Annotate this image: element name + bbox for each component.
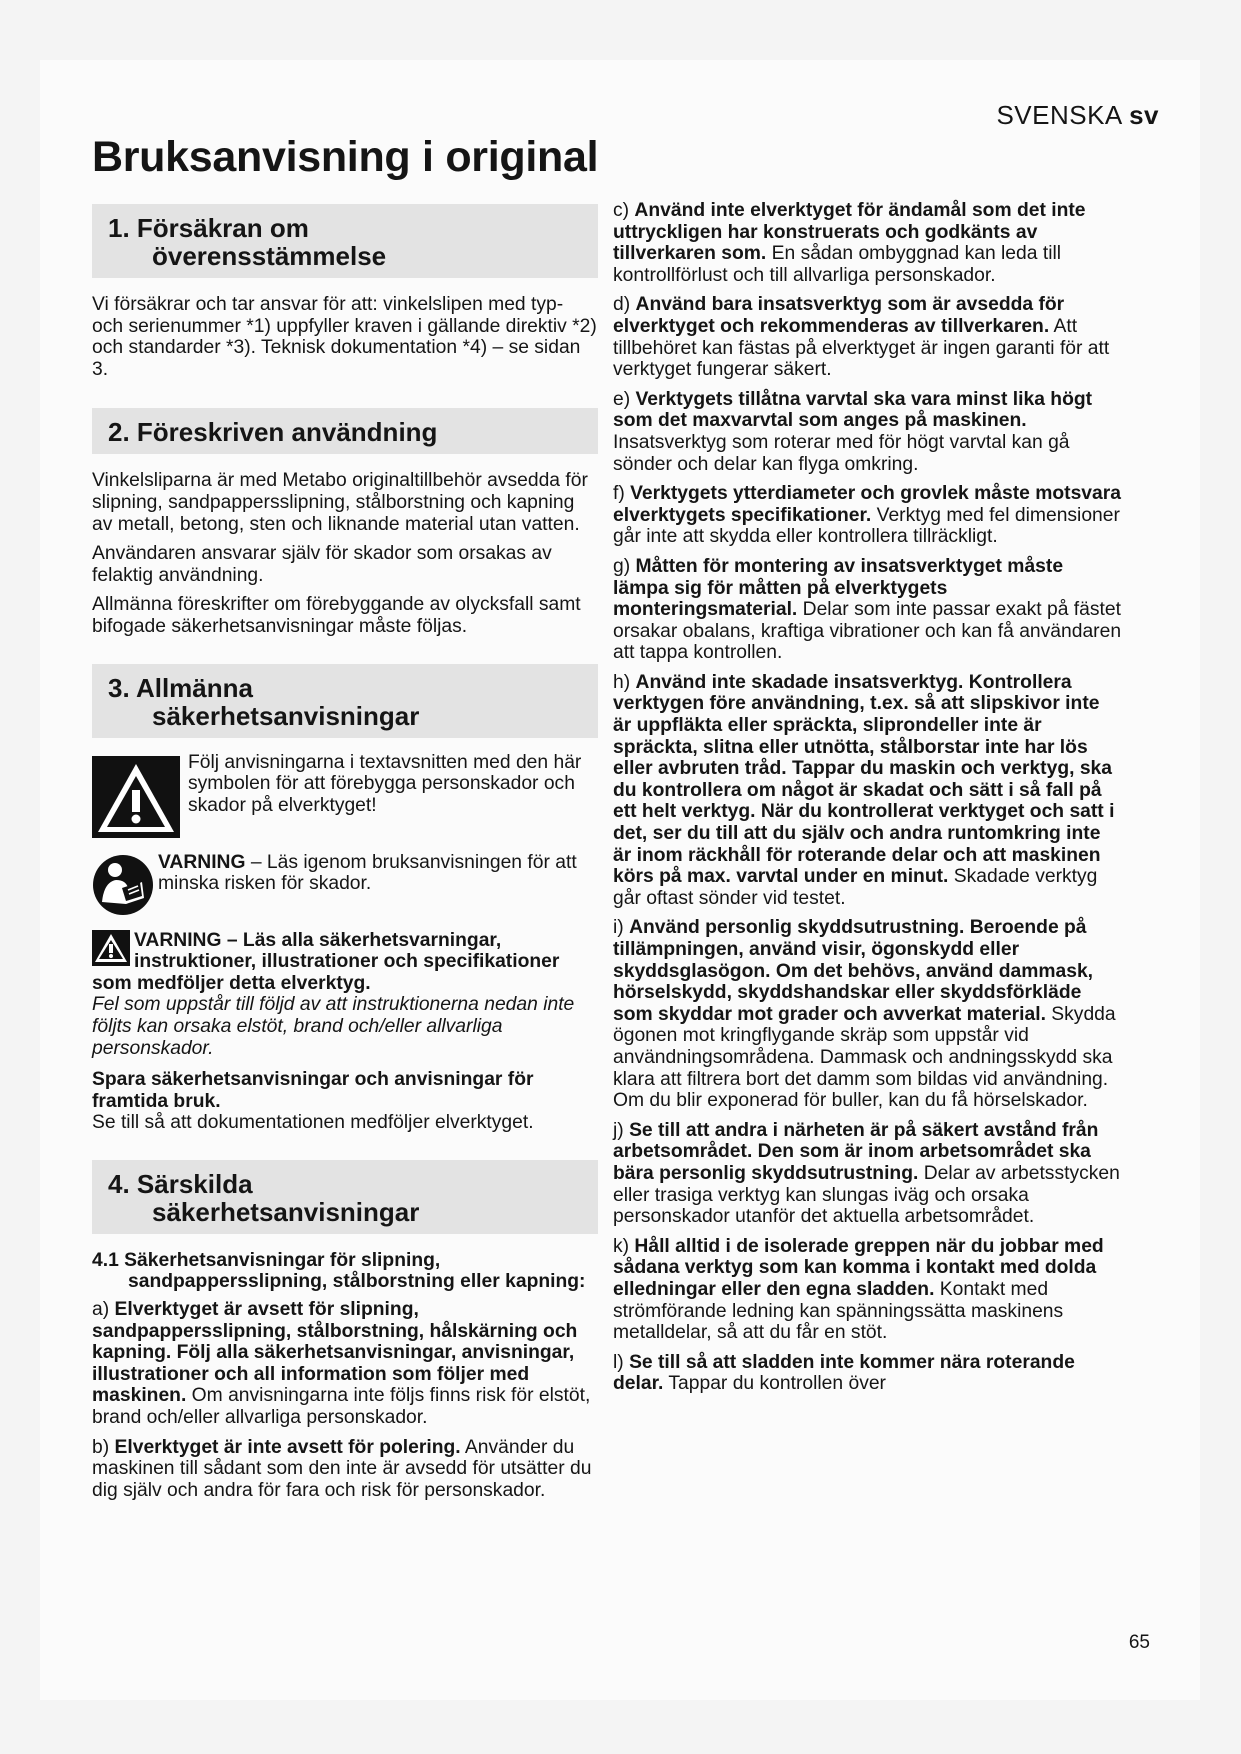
section-2-p2: Användaren ansvarar själv för skador som orsakas av felaktig användning.: [92, 543, 552, 586]
left-column: [92, 200, 598, 1509]
section-3-heading: 3. Allmänna säkerhetsanvisningar: [92, 664, 598, 738]
section-2-heading: 2. Föreskriven användning: [92, 408, 598, 454]
page-title: Bruksanvisning i original: [92, 133, 599, 181]
item-e: e) Verktygets tillåtna varvtal ska vara minst lika högt som det maxvarvtal som anges på maskinen. Insatsverktyg som roterar med för högt varvtal kan gå sönder och delar kan flyga omkring.: [613, 388, 1093, 475]
item-a: a) Elverktyget är avsett för slipning, sandpappersslipning, stålborstning, hålskärning och kapning. Följ alla säkerhetsanvisningar, anvisningar, illustrationer och all information som följer med maskinen. Om anvisningarna inte följs finns risk för elstöt, brand och/eller allvarliga personskador.: [92, 1299, 591, 1429]
right-column: [613, 200, 1123, 1403]
section-4-heading: 4. Särskilda säkerhetsanvisningar: [92, 1160, 598, 1234]
section-2-p3: Allmänna föreskrifter om förebyggande av olycksfall samt bifogade säkerhetsanvisningar måste följas.: [92, 594, 581, 637]
general-warning: VARNING – Läs alla säkerhetsvarningar, instruktioner, illustrationer och specifikationer som medföljer detta elverktyg. Fel som uppstår till följd av att instruktionerna nedan inte följts kan orsaka elstöt, brand och/eller allvarliga personskador.: [92, 929, 575, 1059]
warning-small-icon: [92, 930, 130, 966]
item-h: h) Använd inte skadade insatsverktyg. Kontrollera verktygen före användning, t.ex. så att slipskivor inte är uppfläkta eller spräckta, sliprondeller inte är spräckta, slitna eller utnötta, stålborstar inte har lös eller avbruten tråd. Tappar du maskin och verktyg, ska du kontrollera om något är skadat och sätt i så fall på ett helt verktyg. När du kontrollerat verktyget och satt i det, ser du till att du själv och andra runtomkring inte är inom räckhåll för roterande delar och att maskinen körs på max. varvtal under en minut. Skadade verktyg går oftast sönder vid testet.: [613, 671, 1115, 909]
page-number: 65: [1128, 1632, 1150, 1653]
item-j: j) Se till att andra i närheten är på säkert avstånd från arbetsområdet. Den som är inom arbetsområdet ska bära personlig skyddsutrustning. Delar av arbetsstycken eller trasiga verktyg kan slungas iväg och orsaka personskador utanför det aktuella arbetsområdet.: [613, 1119, 1120, 1228]
save-instructions: Spara säkerhetsanvisningar och anvisningar för framtida bruk. Se till så att dokumentationen medföljer elverktyget.: [92, 1069, 534, 1134]
item-l: l) Se till så att sladden inte kommer nära roterande delar. Tappar du kontrollen över: [613, 1351, 1075, 1395]
item-i: i) Använd personlig skyddsutrustning. Beroende på tillämpningen, använd visir, ögonskydd eller skyddsglasögon. Om det behövs, använd dammask, hörselskydd, skyddshandskar eller skyddsförkläde som skyddar mot grader och avverkat material. Skydda ögonen mot kringflygande skräp som uppstår vid användningsområdena. Dammask och andningsskydd ska klara att filtrera bort det damm som bildas vid användning. Om du blir exponerad för buller, kan du få hörselskador.: [613, 917, 1116, 1112]
item-b: b) Elverktyget är inte avsett för polering. Använder du maskinen till sådant som den inte är avsedd för utsätter du dig själv och andra för fara och risk för personskador.: [92, 1436, 592, 1501]
subsection-4-1-heading: 4.1 Säkerhetsanvisningar för slipning, sandpappersslipning, stålborstning eller kapning:: [92, 1249, 586, 1293]
section-2-p1: Vinkelsliparna är med Metabo originaltillbehör avsedda för slipning, sandpappersslipning, stålborstning och kapning av metall, betong, sten och liknande material utan vatten.: [92, 470, 588, 535]
symbol-note-text: Följ anvisningarna i textavsnitten med den här symbolen för att förebygga personskador och skador på elverktyget!: [188, 751, 582, 816]
warning-triangle-icon: [92, 756, 180, 838]
read-manual-icon: [92, 852, 154, 918]
read-manual-warning: [92, 852, 598, 918]
item-k: k) Håll alltid i de isolerade greppen när du jobbar med sådana verktyg som kan komma i kontakt med dolda elledningar eller den egna sladden. Kontakt med strömförande ledning kan spänningssätta maskinens metalldelar, så att du får en stöt.: [613, 1235, 1104, 1344]
item-g: g) Måtten för montering av insatsverktyget måste lämpa sig för måtten på elverktygets monteringsmaterial. Delar som inte passar exakt på fästet orsakar obalans, kraftiga vibrationer och kan få användaren att tappa kontrollen.: [613, 555, 1122, 664]
warning-symbol-note: [92, 751, 598, 838]
read-manual-text: VARNING – Läs igenom bruksanvisningen för att minska risken för skador.: [158, 851, 577, 895]
language-label: SVENSKA sv: [996, 100, 1159, 130]
item-d: d) Använd bara insatsverktyg som är avsedda för elverktyget och rekommenderas av tillverkaren. Att tillbehöret kan fästas på elverktyget är ingen garanti för att verktyget fungerar säkert.: [613, 294, 1110, 381]
section-1-heading: 1. Försäkran om överensstämmelse: [92, 204, 598, 278]
item-c: c) Använd inte elverktyget för ändamål som det inte uttryckligen har konstruerats och godkänts av tillverkaren som. En sådan ombyggnad kan leda till kontrollförlust och till allvarliga personskador.: [613, 200, 1086, 286]
section-1-text: Vi försäkrar och tar ansvar för att: vinkelslipen med typ- och serienummer *1) uppfyller kraven i gällande direktiv *2) och standarder *3). Teknisk dokumentation *4) – se sidan 3.: [92, 294, 597, 380]
item-f: f) Verktygets ytterdiameter och grovlek måste motsvara elverktygets specifikationer. Verktyg med fel dimensioner går inte att skydda eller kontrollera tillräckligt.: [613, 483, 1121, 548]
